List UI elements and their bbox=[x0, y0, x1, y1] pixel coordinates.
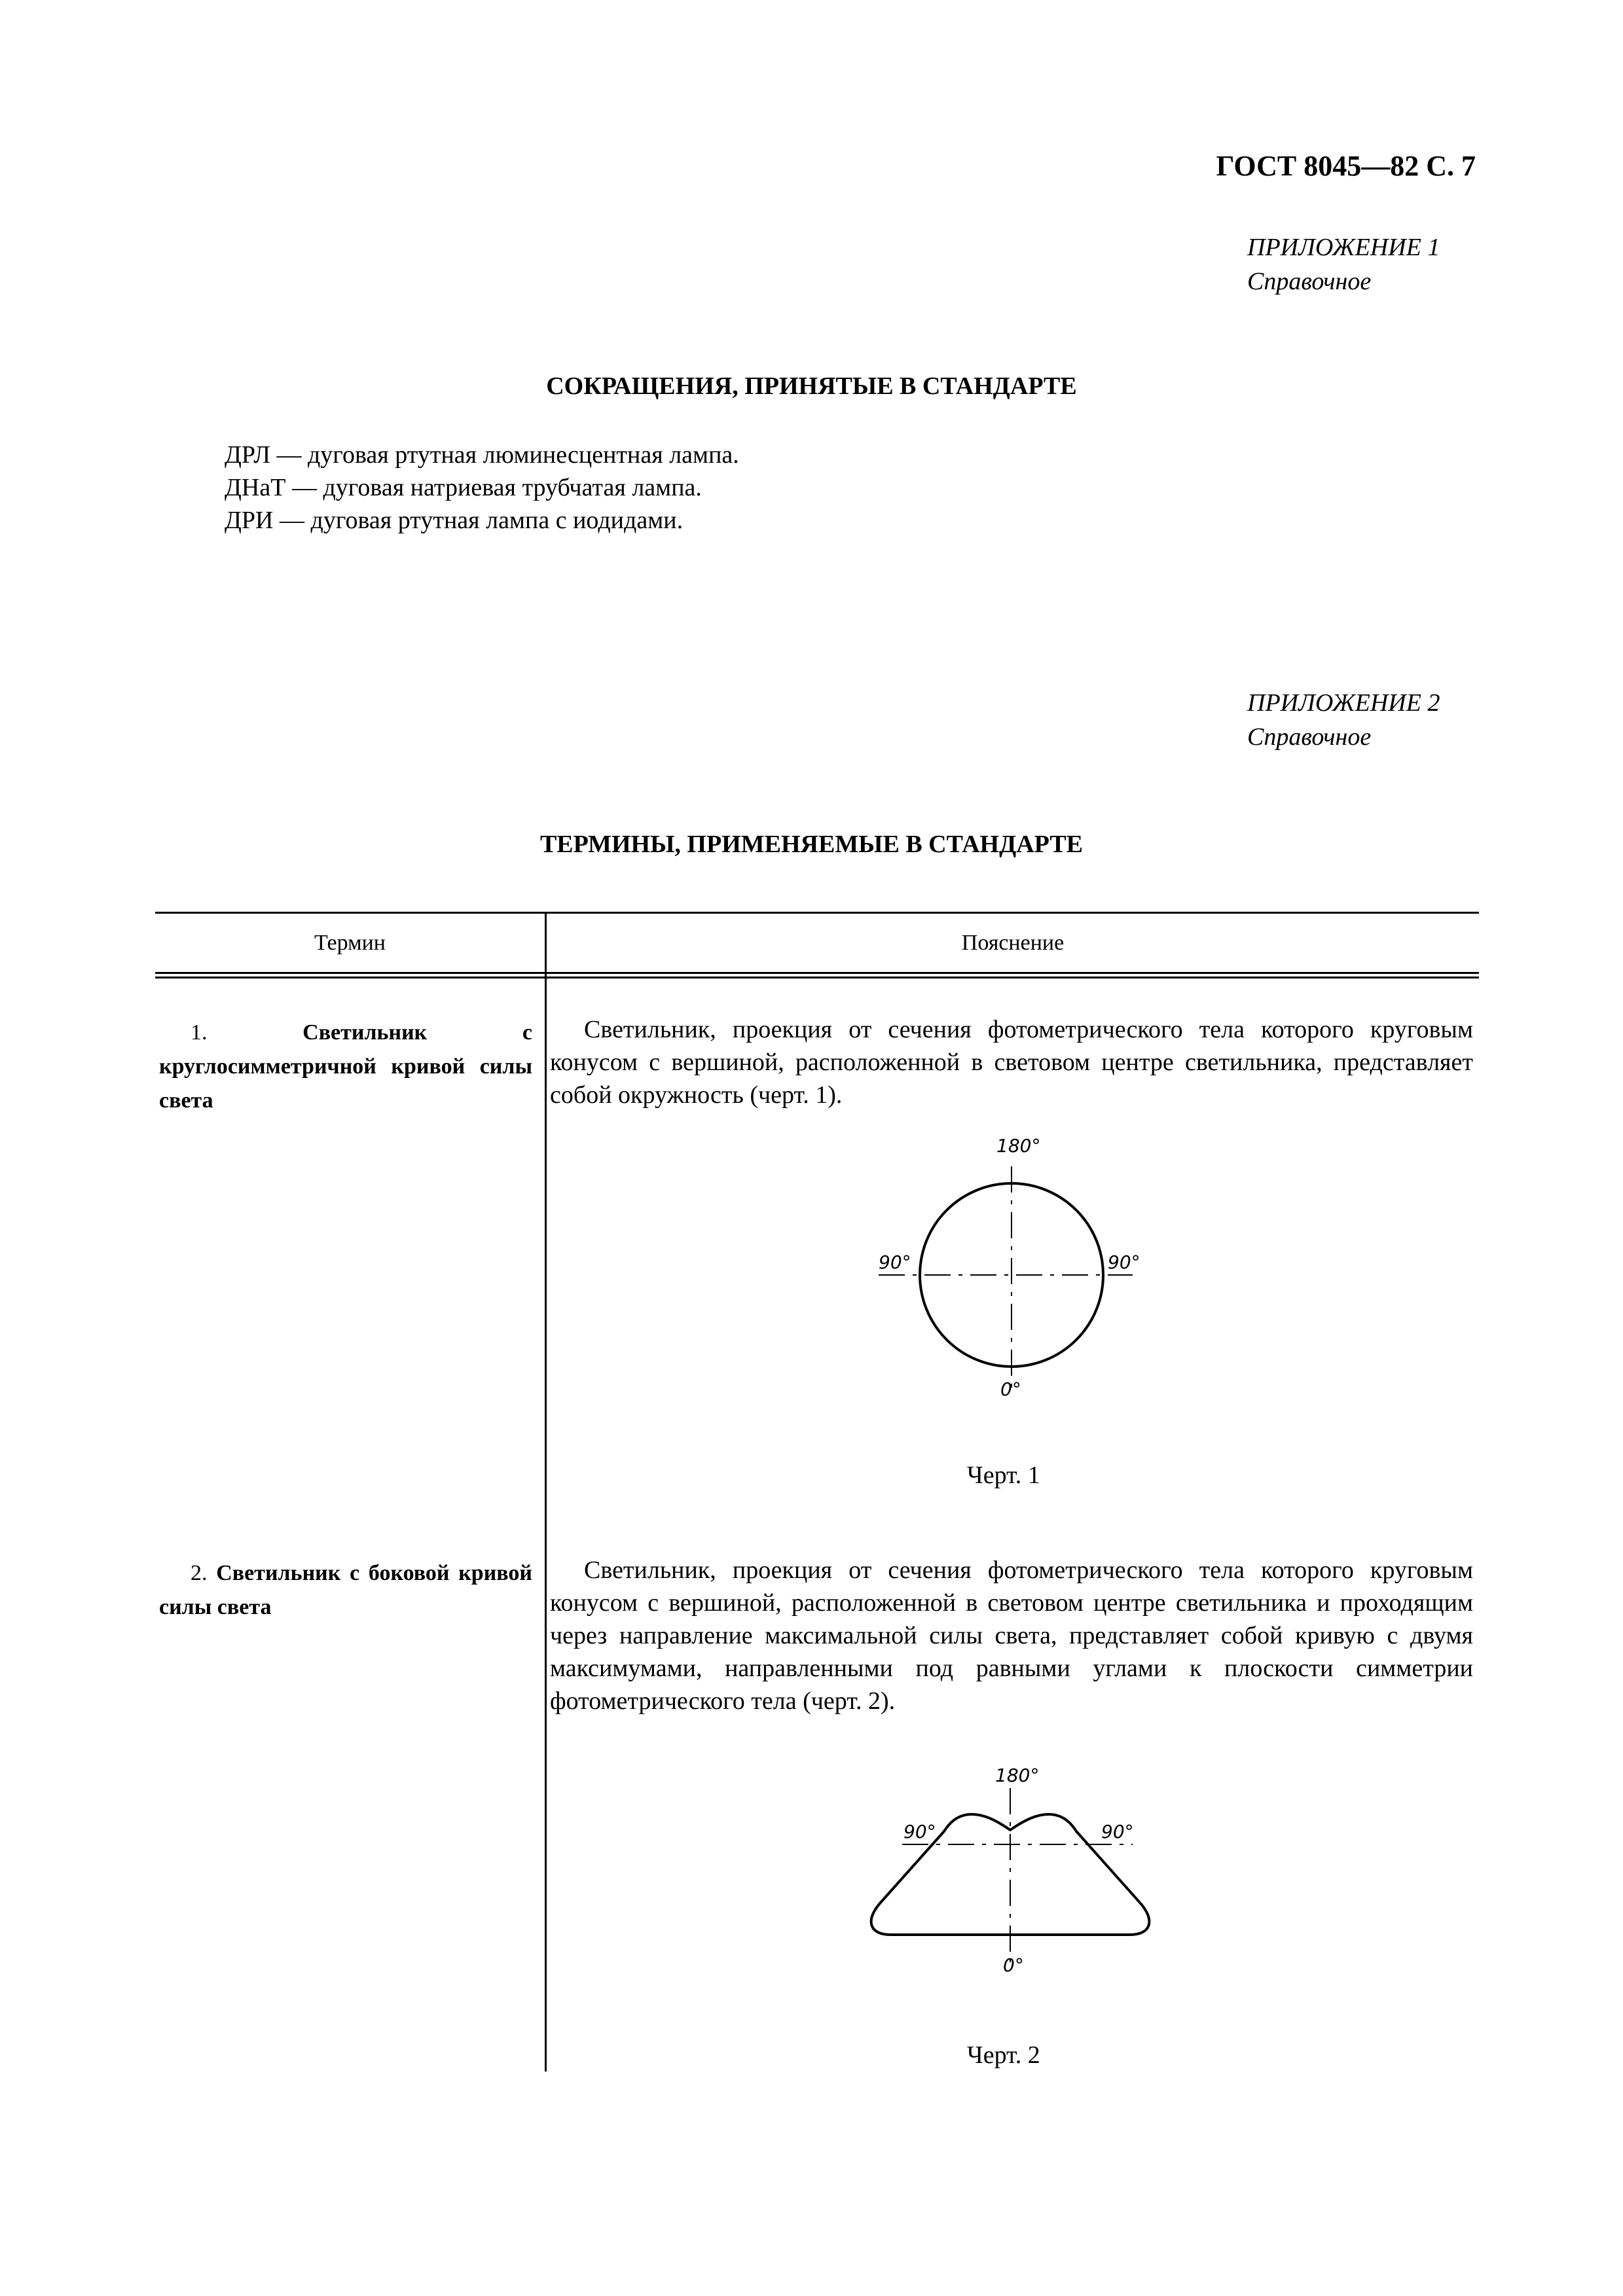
figure-1-diagram bbox=[851, 1126, 1178, 1414]
abbreviation-item: ДРЛ — дуговая ртутная люминесцентная лампа. bbox=[225, 441, 739, 469]
table-row-1-term bbox=[159, 1016, 532, 1118]
abbreviation-item: ДРИ — дуговая ртутная лампа с иодидами. bbox=[225, 507, 684, 534]
document-code: ГОСТ 8045—82 С. 7 bbox=[1216, 150, 1476, 182]
term-number: 2. bbox=[191, 1561, 208, 1585]
table-header-rule-1 bbox=[155, 972, 1479, 974]
appendix-2-label: ПРИЛОЖЕНИЕ 2 bbox=[1247, 689, 1440, 717]
label-right: 90° bbox=[1101, 1821, 1134, 1842]
table-header-rule-2 bbox=[155, 977, 1479, 978]
label-left: 90° bbox=[903, 1821, 936, 1842]
appendix-1-label: ПРИЛОЖЕНИЕ 1 bbox=[1247, 234, 1440, 261]
appendix-2-status: Справочное bbox=[1247, 723, 1372, 751]
term-name: Светильник с круглосимметричной кривой силы света bbox=[159, 1020, 532, 1113]
appendix-2-label-block bbox=[1247, 686, 1440, 754]
abbreviation-item: ДНаТ — дуговая натриевая трубчатая лампа. bbox=[225, 474, 702, 501]
label-bottom: 0° bbox=[1003, 1954, 1024, 1976]
label-top: 180° bbox=[995, 1765, 1040, 1786]
figure-2-diagram bbox=[864, 1761, 1165, 1983]
figure-1-caption: Черт. 1 bbox=[967, 1462, 1040, 1489]
table-column-divider bbox=[545, 912, 547, 2072]
column-header-term: Термин bbox=[314, 931, 386, 955]
label-right: 90° bbox=[1108, 1251, 1140, 1273]
table-row-2-term bbox=[159, 1556, 532, 1624]
abbreviation-list bbox=[225, 439, 739, 537]
table-row-2-explanation: Светильник, проекция от сечения фотометрического тела которого круговым конусом с вершиной, расположенной в световом центре светильника и проходящим через направление максимальной силы света, представляет собой кривую с двумя максимумами, направленными под равными углами к плоскости симметрии фотометрического тела (черт. 2). bbox=[550, 1556, 1473, 1715]
term-name: Светильник с боковой кривой силы света bbox=[159, 1561, 532, 1619]
appendix-1-status: Справочное bbox=[1247, 268, 1372, 295]
label-bottom: 0° bbox=[1000, 1378, 1021, 1400]
appendix-1-label-block bbox=[1247, 230, 1440, 298]
table-row-1-explanation: Светильник, проекция от сечения фотометрического тела которого круговым конусом с вершиной, расположенной в световом центре светильника, представляет собой окружность (черт. 1). bbox=[550, 1016, 1473, 1109]
label-left: 90° bbox=[879, 1251, 911, 1273]
appendix-1-title: СОКРАЩЕНИЯ, ПРИНЯТЫЕ В СТАНДАРТЕ bbox=[546, 372, 1077, 400]
table-top-rule bbox=[155, 912, 1479, 914]
term-number: 1. bbox=[191, 1020, 208, 1045]
column-header-explanation: Пояснение bbox=[961, 931, 1065, 955]
label-top: 180° bbox=[996, 1135, 1041, 1157]
appendix-2-title: ТЕРМИНЫ, ПРИМЕНЯЕМЫЕ В СТАНДАРТЕ bbox=[539, 831, 1084, 858]
figure-2-caption: Черт. 2 bbox=[967, 2041, 1040, 2069]
